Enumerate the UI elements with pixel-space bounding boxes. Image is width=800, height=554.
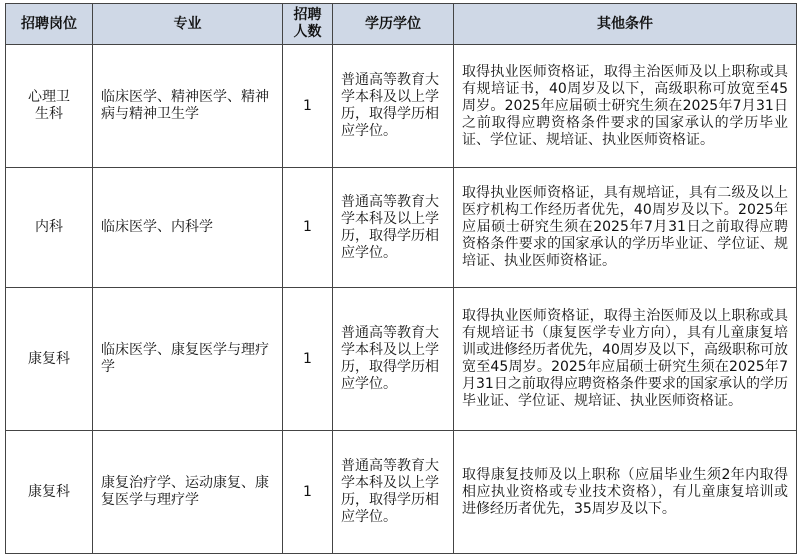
post-name: 康复科	[28, 483, 70, 500]
conditions-cell: 取得执业医师资格证，具有规培证，具有二级及以上医疗机构工作经历者优先，40周岁及以下。2025年应届硕士研究生须在2025年7月31日之前取得应聘资格条件要求的国家承认的学历毕业证、学位证、规培证、执业医师资格证。	[454, 168, 797, 288]
table-row	[6, 431, 797, 554]
header-education: 学历学位	[333, 4, 454, 45]
table-row	[6, 45, 797, 168]
table-row	[6, 168, 797, 288]
post-cell	[6, 431, 93, 554]
post-name: 心理卫生科	[27, 89, 70, 122]
recruitment-table	[5, 3, 797, 554]
conditions-cell: 取得执业医师资格证，取得主治医师及以上职称或具有规培证书，40周岁及以下，高级职称可放宽至45周岁。2025年应届硕士研究生须在2025年7月31日之前取得应聘资格条件要求的国家承认的学历毕业证、学位证、规培证、执业医师资格证。	[454, 45, 797, 168]
education-cell: 普通高等教育大学本科及以上学历，取得学历相应学位。	[333, 288, 454, 431]
education-cell: 普通高等教育大学本科及以上学历，取得学历相应学位。	[333, 45, 454, 168]
post-name: 内科	[35, 219, 63, 235]
table-header-row	[6, 4, 797, 45]
major-cell: 康复治疗学、运动康复、康复医学与理疗学	[93, 431, 283, 554]
education-cell: 普通高等教育大学本科及以上学历，取得学历相应学位。	[333, 168, 454, 288]
count-cell: 1	[283, 168, 333, 288]
post-cell	[6, 45, 93, 168]
header-conditions: 其他条件	[454, 4, 797, 45]
conditions-cell: 取得康复技师及以上职称（应届毕业生须2年内取得相应执业资格或专业技术资格），有儿童康复培训或进修经历者优先，35周岁及以下。	[454, 431, 797, 554]
post-name: 康复科	[28, 350, 70, 367]
count-cell: 1	[283, 431, 333, 554]
major-cell: 临床医学、康复医学与理疗学	[93, 288, 283, 431]
header-count: 招聘人数	[283, 4, 333, 45]
education-cell: 普通高等教育大学本科及以上学历，取得学历相应学位。	[333, 431, 454, 554]
table-row	[6, 288, 797, 431]
post-cell	[6, 288, 93, 431]
major-cell: 临床医学、精神医学、精神病与精神卫生学	[93, 45, 283, 168]
count-cell: 1	[283, 288, 333, 431]
major-cell: 临床医学、内科学	[93, 168, 283, 288]
count-cell: 1	[283, 45, 333, 168]
post-cell	[6, 168, 93, 288]
conditions-cell: 取得执业医师资格证，取得主治医师及以上职称或具有规培证书（康复医学专业方向），具有儿童康复培训或进修经历者优先，40周岁及以下，高级职称可放宽至45周岁。2025年应届硕士研究生须在2025年7月31日之前取得应聘资格条件要求的国家承认的学历毕业证、学位证、规培证、执业医师资格证。	[454, 288, 797, 431]
header-post: 招聘岗位	[6, 4, 93, 45]
header-major: 专业	[93, 4, 283, 45]
